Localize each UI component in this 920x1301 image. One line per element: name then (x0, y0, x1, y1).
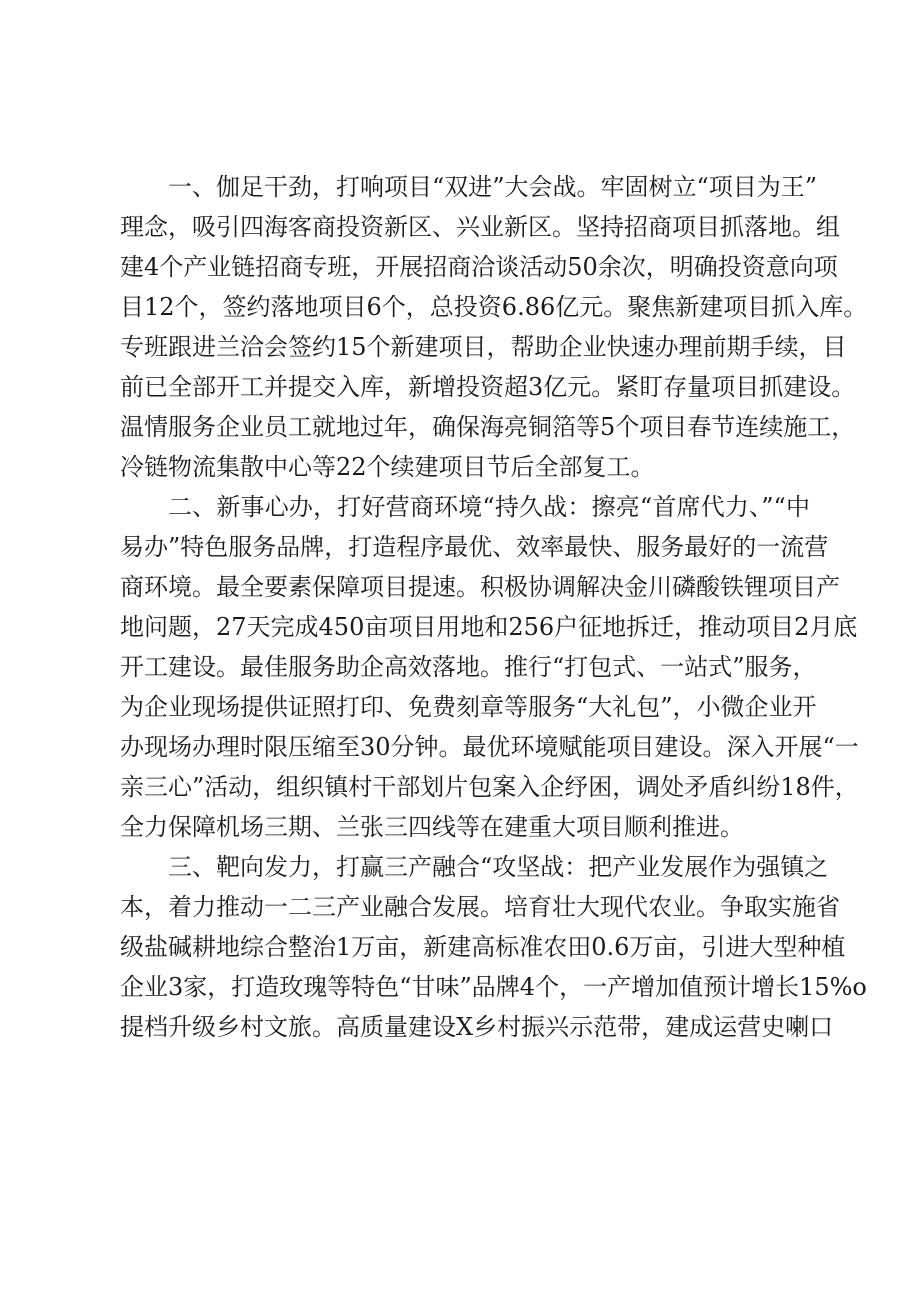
text-line: 二、新事心办，打好营商环境“持久战：擦亮“首席代力、”“中 (168, 493, 810, 521)
text-line: 为企业现场提供证照打印、免费刻章等服务“大礼包”，小微企业开 (120, 693, 817, 721)
paragraph-1 (120, 167, 868, 487)
text-line: 一、伽足干劲，打响项目“双进”大会战。牢固树立“项目为王” (168, 173, 818, 201)
document-body (120, 167, 868, 1047)
text-line: 建4个产业链招商专班，开展招商洽谈活动50余次，明确投资意向项 (120, 253, 838, 281)
text-line: 企业3家，打造玫瑰等特色“甘味”品牌4个，一产增加值预计增长15%o (120, 973, 867, 1001)
text-line: 地问题，27天完成450亩项目用地和256户征地拆迁，推动项目2月底 (120, 613, 858, 641)
paragraph-2 (120, 487, 859, 847)
text-line: 目12个，签约落地项目6个，总投资6.86亿元。聚焦新建项目抓入库。 (120, 293, 868, 321)
text-line: 易办”特色服务品牌，打造程序最优、效率最快、服务最好的一流营 (120, 533, 829, 561)
text-line: 专班跟进兰洽会签约15个新建项目，帮助企业快速办理前期手续，目 (120, 333, 847, 361)
text-line: 冷链物流集散中心等22个续建项目节后全部复工。 (120, 453, 655, 481)
text-line: 三、靶向发力，打赢三产融合“攻坚战：把产业发展作为强镇之 (168, 853, 829, 881)
text-line: 前已全部开工并提交入库，新增投资超3亿元。紧盯存量项目抓建设。 (120, 373, 856, 401)
text-line: 理念，吸引四海客商投资新区、兴业新区。坚持招商项目抓落地。组 (120, 213, 840, 241)
paragraph-3 (120, 847, 867, 1047)
text-line: 提档升级乡村文旅。高质量建设X乡村振兴示范带，建成运营史喇口 (120, 1013, 834, 1041)
text-line: 商环境。最全要素保障项目提速。积极协调解决金川磷酸铁锂项目产 (120, 573, 840, 601)
text-line: 温情服务企业员工就地过年，确保海亮铜箔等5个项目春节连续施工， (120, 413, 856, 441)
text-line: 开工建设。最佳服务助企高效落地。推行“打包式、一站式”服务， (120, 653, 817, 681)
text-line: 办现场办理时限压缩至30分钟。最优环境赋能项目建设。深入开展“一 (120, 733, 859, 761)
text-line: 级盐碱耕地综合整治1万亩，新建高标准农田0.6万亩，引进大型种植 (120, 933, 846, 961)
text-line: 亲三心”活动，组织镇村干部划片包案入企纾困，调处矛盾纠纷18件， (120, 773, 859, 801)
text-line: 本，着力推动一二三产业融合发展。培育壮大现代农业。争取实施省 (120, 893, 840, 921)
text-line: 全力保障机场三期、兰张三四线等在建重大项目顺利推进。 (120, 813, 744, 841)
